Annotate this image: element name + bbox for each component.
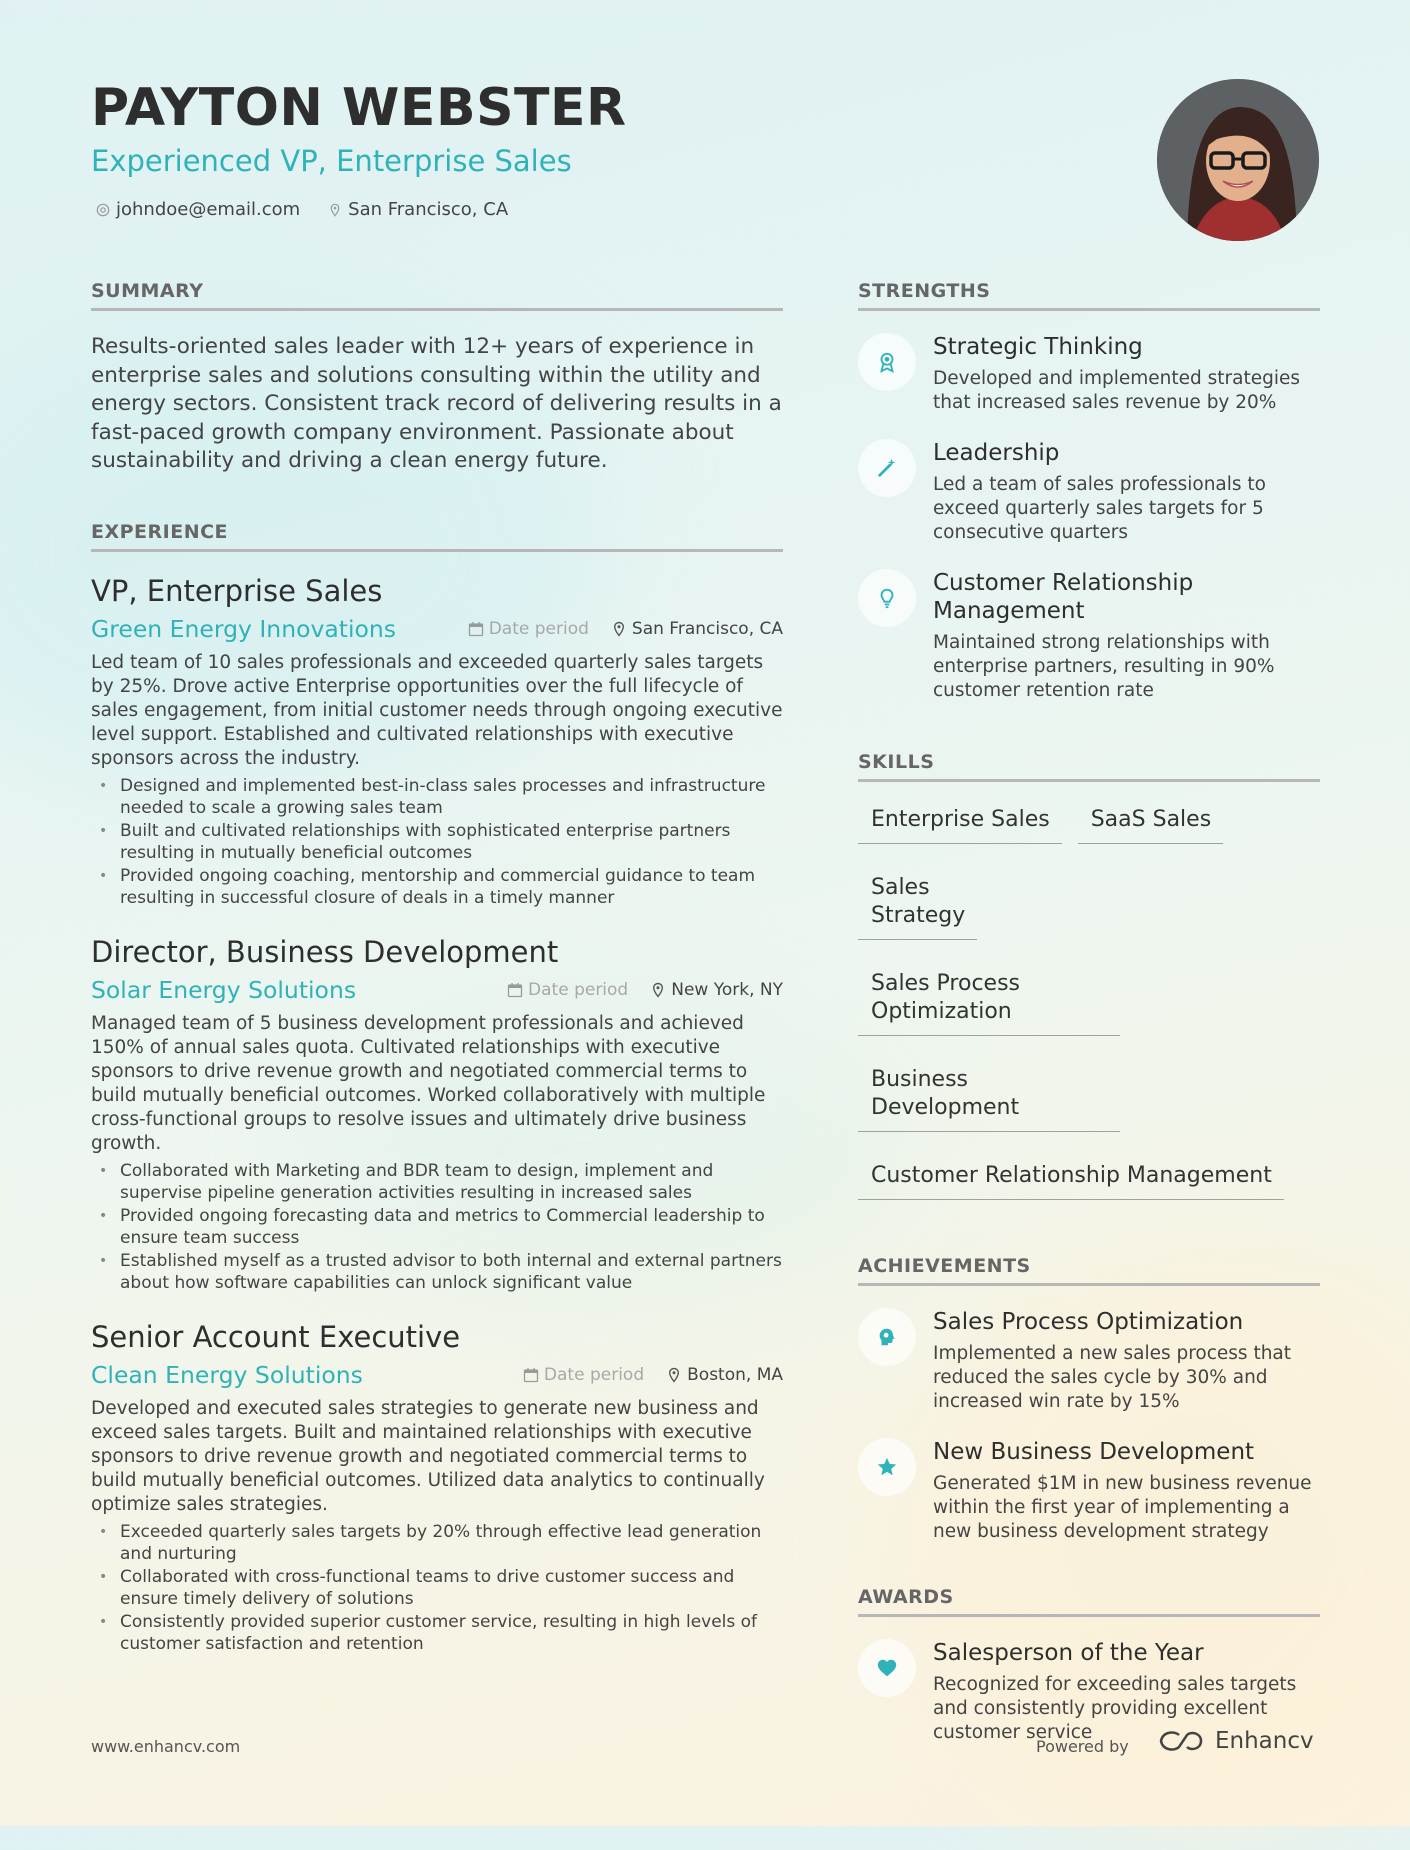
strengths-heading: STRENGTHS <box>858 280 1320 311</box>
bullet-item: • Designed and implemented best-in-class sales processes and infrastructure needed to scale a growing sales team <box>91 775 783 820</box>
contact-info <box>96 199 508 220</box>
location-text: San Francisco, CA <box>348 199 509 220</box>
award-icon <box>876 351 898 373</box>
job-description: Managed team of 5 business development professionals and achieved 150% of annual sales quota. Cultivated relationships with executive sponsors to drive revenue growth and negotiated commercial terms to build mutually beneficial outcomes. Worked collaboratively with multiple cross-functional groups to resolve issues and ultimately drive business growth. <box>91 1012 766 1154</box>
job-entry <box>91 935 783 1295</box>
skills-section <box>858 751 1320 1220</box>
job-location <box>666 1365 783 1385</box>
strength-item <box>858 569 1320 703</box>
left-column <box>91 280 783 1656</box>
company-name: Clean Energy Solutions <box>91 1360 363 1389</box>
skills-list <box>858 796 1320 1220</box>
achievement-title: New Business Development <box>933 1439 1255 1465</box>
strength-icon-wrap <box>858 569 916 627</box>
strength-item <box>858 333 1320 415</box>
job-location-text: New York, NY <box>671 979 783 1000</box>
bullet-item: • Exceeded quarterly sales targets by 20% through effective lead generation and nurturing <box>91 1521 783 1566</box>
strength-text: Developed and implemented strategies that increased sales revenue by 20% <box>933 368 1301 413</box>
bullet-item: • Collaborated with Marketing and BDR team to design, implement and supervise pipeline generation activities resulting in increased sales <box>91 1160 783 1205</box>
bullet-item: • Provided ongoing coaching, mentorship and commercial guidance to team resulting in successful closure of deals in a timely manner <box>91 865 783 910</box>
skill-tag: Business Development <box>858 1056 1120 1132</box>
awards-section <box>858 1586 1320 1745</box>
job-bullets <box>91 1160 783 1295</box>
achievement-item <box>858 1308 1320 1414</box>
job-date <box>468 619 589 639</box>
job-description: Led team of 10 sales professionals and exceeded quarterly sales targets by 25%. Drove active Enterprise opportunities over the full lifecycle of sales engagement, from initial customer needs through ongoing executive level support. Established and cultivated relationships with executive sponsors across the industry. <box>91 651 783 769</box>
bullet-item: • Consistently provided superior customer service, resulting in high levels of customer satisfaction and retention <box>91 1611 783 1656</box>
skill-tag: SaaS Sales <box>1078 796 1223 844</box>
profile-photo <box>1157 79 1319 241</box>
job-location <box>611 619 783 639</box>
strength-title: Leadership <box>933 440 1060 466</box>
magic-wand-icon <box>876 457 898 479</box>
awards-heading: AWARDS <box>858 1586 1320 1617</box>
bullet-item: • Collaborated with cross-functional teams to drive customer success and ensure timely delivery of solutions <box>91 1566 783 1611</box>
brand-name: Enhancv <box>1215 1728 1314 1754</box>
job-date-text: Date period <box>543 1364 645 1385</box>
skill-tag: Sales Strategy <box>858 864 977 940</box>
calendar-icon <box>507 982 523 998</box>
job-description: Developed and executed sales strategies to generate new business and exceed sales targets. Built and maintained relationships with executive sponsors to drive revenue growth and negotiated commercial terms to build mutually beneficial outcomes. Utilized data analytics to continually optimize sales strategies. <box>91 1397 765 1515</box>
award-text: Recognized for exceeding sales targets and consistently providing excellent customer service <box>933 1674 1297 1743</box>
brand-logo[interactable] <box>1157 1728 1314 1754</box>
candidate-name: PAYTON WEBSTER <box>91 78 627 138</box>
job-date <box>523 1365 644 1385</box>
location-pin-icon <box>328 203 342 217</box>
job-date <box>507 980 628 1000</box>
location-pin-icon <box>611 621 627 637</box>
job-entry <box>91 1320 783 1656</box>
achievements-section <box>858 1255 1320 1544</box>
bullet-item: • Built and cultivated relationships with sophisticated enterprise partners resulting in mutually beneficial outcomes <box>91 820 783 865</box>
job-title: Senior Account Executive <box>91 1319 461 1354</box>
strength-text: Maintained strong relationships with enterprise partners, resulting in 90% customer retention rate <box>933 632 1275 701</box>
company-name: Solar Energy Solutions <box>91 975 357 1004</box>
location-pin-icon <box>666 1367 682 1383</box>
candidate-role: Experienced VP, Enterprise Sales <box>91 144 572 178</box>
right-column <box>858 280 1320 1745</box>
bullet-item: • Established myself as a trusted advisor to both internal and external partners about how software capabilities can unlock significant value <box>91 1250 783 1295</box>
company-name: Green Energy Innovations <box>91 614 397 643</box>
enhancv-logo-icon <box>1157 1729 1205 1753</box>
job-location-text: Boston, MA <box>687 1364 783 1385</box>
skill-tag: Customer Relationship Management <box>858 1152 1284 1200</box>
summary-heading: SUMMARY <box>91 280 783 311</box>
summary-section <box>91 280 783 476</box>
achievement-item <box>858 1438 1320 1544</box>
strengths-section <box>858 280 1320 703</box>
star-icon <box>876 1456 898 1478</box>
email-text[interactable]: johndoe@email.com <box>116 199 301 220</box>
footer-website[interactable]: www.enhancv.com <box>91 1737 241 1756</box>
email-item <box>96 199 300 220</box>
achievement-icon-wrap <box>858 1308 916 1366</box>
strength-item <box>858 439 1320 545</box>
strength-icon-wrap <box>858 333 916 391</box>
job-entry <box>91 574 783 910</box>
achievement-text: Generated $1M in new business revenue within the first year of implementing a new business development strategy <box>933 1473 1312 1542</box>
strength-title: Strategic Thinking <box>933 334 1143 360</box>
summary-text: Results-oriented sales leader with 12+ years of experience in enterprise sales and solutions consulting within the utility and energy sectors. Consistent track record of delivering results in a fast-paced growth company environment. Passionate about sustainability and driving a clean energy future. <box>91 334 782 473</box>
experience-section <box>91 521 783 1656</box>
job-date-text: Date period <box>488 618 589 639</box>
location-pin-icon <box>650 982 666 998</box>
heart-icon <box>876 1657 898 1679</box>
at-icon <box>96 203 110 217</box>
portrait-illustration <box>1157 79 1319 241</box>
experience-heading: EXPERIENCE <box>91 521 783 552</box>
skill-tag: Sales Process Optimization <box>858 960 1120 1036</box>
skill-tag: Enterprise Sales <box>858 796 1062 844</box>
strength-text: Led a team of sales professionals to exceed quarterly sales targets for 5 consecutive quarters <box>933 474 1266 543</box>
calendar-icon <box>523 1367 539 1383</box>
calendar-icon <box>468 621 484 637</box>
achievement-icon-wrap <box>858 1438 916 1496</box>
location-item <box>328 199 508 220</box>
bullet-item: • Provided ongoing forecasting data and metrics to Commercial leadership to ensure team success <box>91 1205 783 1250</box>
achievement-text: Implemented a new sales process that reduced the sales cycle by 30% and increased win rate by 15% <box>933 1343 1292 1412</box>
job-title: Director, Business Development <box>91 934 559 969</box>
job-location <box>650 980 783 1000</box>
lightbulb-icon <box>876 587 898 609</box>
job-title: VP, Enterprise Sales <box>91 573 383 608</box>
strength-title: Customer Relationship Management <box>933 570 1194 624</box>
head-brain-icon <box>876 1326 898 1348</box>
job-location-text: San Francisco, CA <box>631 618 783 639</box>
achievements-heading: ACHIEVEMENTS <box>858 1255 1320 1286</box>
footer-powered-by: Powered by <box>1036 1737 1129 1756</box>
job-date-text: Date period <box>528 979 629 1000</box>
job-bullets <box>91 1521 783 1656</box>
job-bullets <box>91 775 783 910</box>
award-title: Salesperson of the Year <box>933 1640 1204 1666</box>
achievement-title: Sales Process Optimization <box>933 1309 1244 1335</box>
skills-heading: SKILLS <box>858 751 1320 782</box>
award-icon-wrap <box>858 1639 916 1697</box>
strength-icon-wrap <box>858 439 916 497</box>
